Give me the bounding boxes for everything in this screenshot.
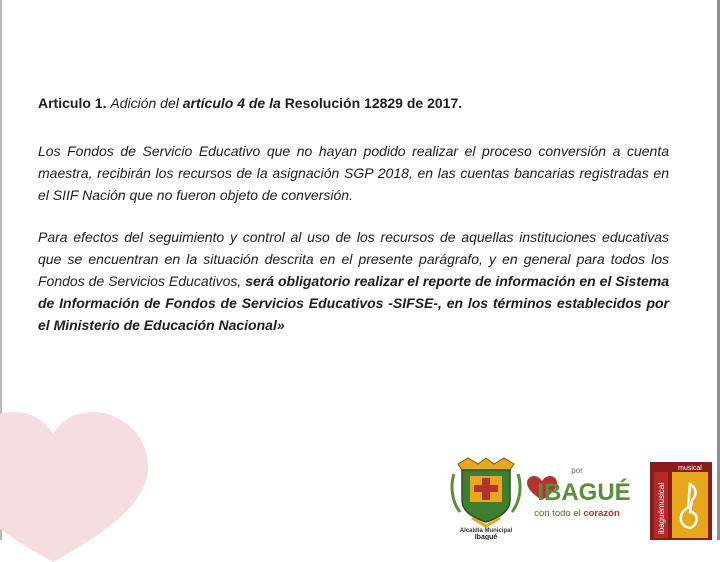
paragraph-2 xyxy=(38,226,669,336)
musica-logo-side: ibaguémusical xyxy=(657,482,666,534)
escudo-line-1: Alcaldía Municipal xyxy=(459,528,513,534)
ibague-logo-name: IBAGUÉ xyxy=(537,479,631,506)
article-reference: artículo 4 de la xyxy=(182,95,281,111)
article-label: Articulo 1. xyxy=(38,95,107,111)
paragraph-2-intro: Para efectos del seguimiento y control al uso de los recursos de aquellas instituciones educativas que se encuentran en la situación descrita en el presente parágrafo, y en general para todos los Fondos de Servicios Educativos, xyxy=(38,229,669,289)
ibague-con-todo-el-corazon-logo xyxy=(522,464,632,524)
ibague-tagline-highlight: corazón xyxy=(583,508,620,519)
musica-logo-top: musical xyxy=(678,465,702,472)
article-adicion: Adición del xyxy=(110,95,179,111)
paragraph-2-obligation: será obligatorio realizar el reporte de información en el Sistema de Información de Fondos de Servicios Educativos -SIFSE-, en los términos establecidos por el Ministerio de Educación Nacional xyxy=(38,273,670,333)
ibague-logo-tagline xyxy=(534,508,620,519)
ibague-logo-por: por xyxy=(571,466,583,475)
ibague-musical-logo xyxy=(650,462,712,540)
ibague-tagline-prefix: con todo el xyxy=(534,508,581,519)
closing-quote: » xyxy=(276,317,285,333)
article-body xyxy=(38,92,669,356)
paragraph-1: Los Fondos de Servicio Educativo que no hayan podido realizar el proceso conversión a cuenta maestra, recibirán los recursos de la asignación SGP 2018, en las cuentas bancarias registradas en el SIIF Nación que no fueron objeto de conversión. xyxy=(38,143,669,203)
alcaldia-coat-of-arms-logo xyxy=(448,456,524,540)
article-heading xyxy=(38,92,669,114)
article-resolution: Resolución 12829 de 2017. xyxy=(284,95,463,111)
escudo-line-2: Ibagué xyxy=(474,534,498,540)
